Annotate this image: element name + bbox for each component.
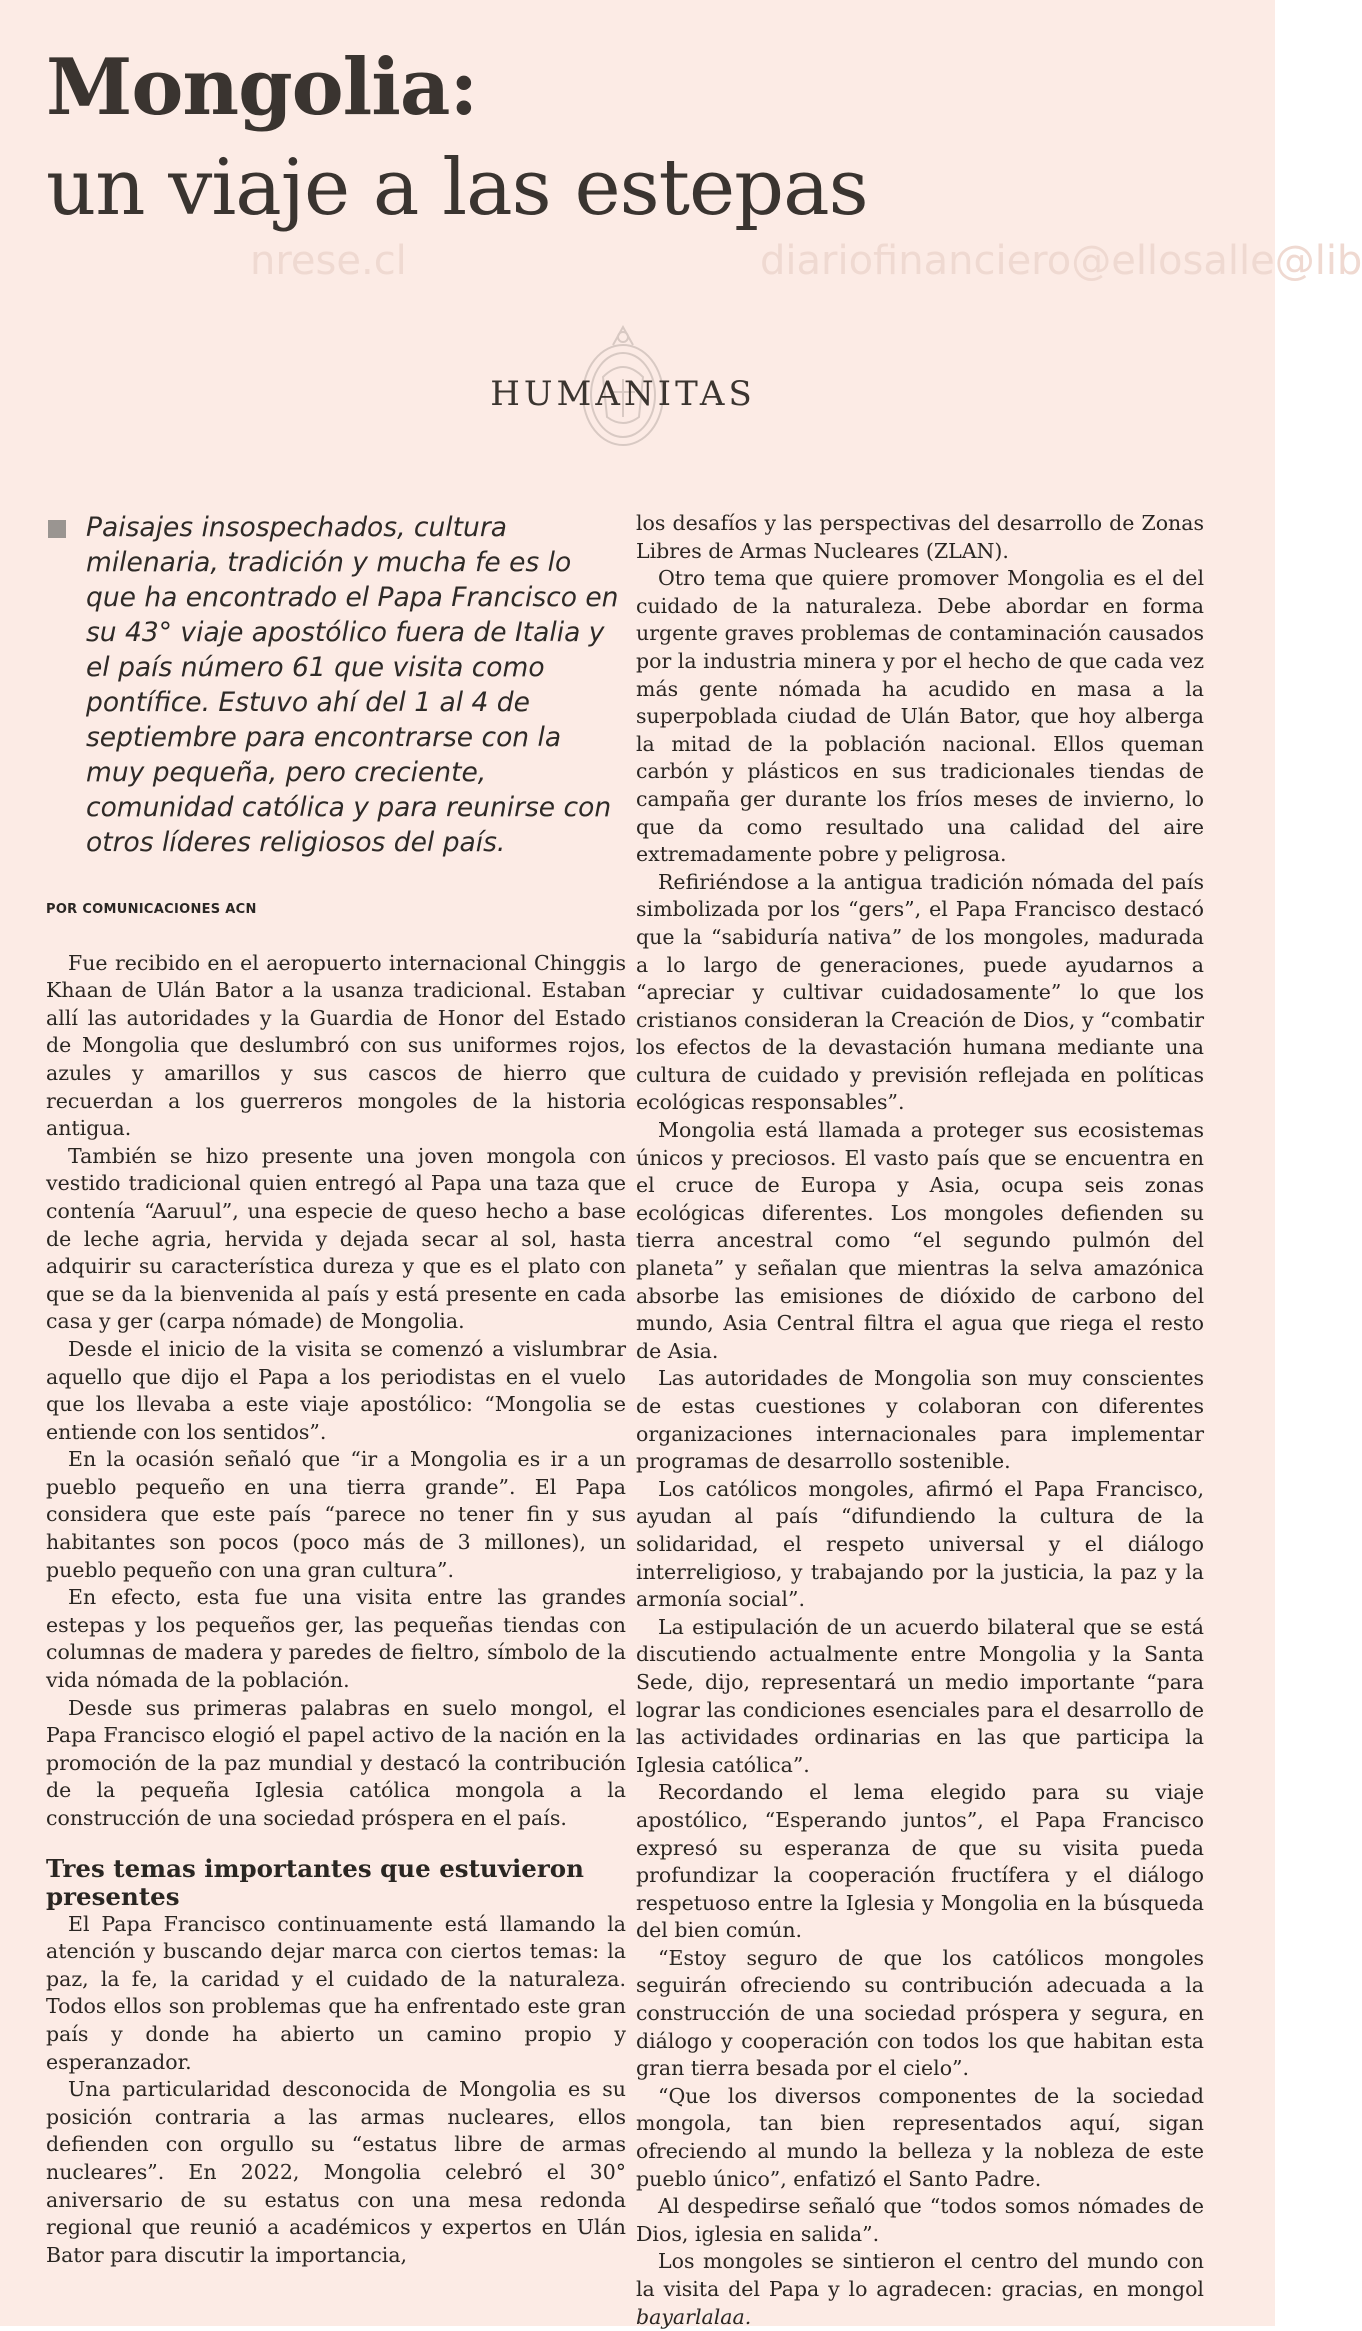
body-paragraph: Una particularidad desconocida de Mongolia es su posición contraria a las armas nucleares, ellos defienden con orgullo su “estatus libre de armas nucleares”. En 2022, Mongolia celebró el 30° aniversario de su estatus con una mesa redonda regional que reunió a académicos y expertos en Ulán Bator para discutir la importancia, [46, 2077, 626, 2267]
lead-text: Paisajes insospechados, cultura milenaria, tradición y mucha fe es lo que ha encontrado el Papa Francisco en su 43° viaje apostólico fuera de Italia y el país número 61 que visita como pontífice. Estuvo ahí del 1 al 4 de septiembre para encontrarse con la muy pequeña, pero creciente, comunidad católica y para reunirse con otros líderes religiosos del país. [86, 512, 619, 858]
body-paragraph: Fue recibido en el aeropuerto internacional Chinggis Khaan de Ulán Bator a la usanza tradicional. Estaban allí las autoridades y la Guardia de Honor del Estado de Mongolia que deslumbró con sus uniformes rojos, azules y amarillos y sus cascos de hierro que recuerdan a los guerreros mongoles de la historia antigua. [46, 950, 626, 1141]
byline: POR COMUNICACIONES ACN [46, 902, 257, 917]
body-paragraph: Mongolia está llamada a proteger sus ecosistemas únicos y preciosos. El vasto país que se encuentra en el cruce de Europa y Asia, ocupa seis zonas ecológicas diferentes. Los mongoles defienden su tierra ancestral como “el segundo pulmón del planeta” y señalan que mientras la selva amazónica absorbe las emisiones de dióxido de carbono del mundo, Asia Central filtra el agua que riega el resto de Asia. [636, 1118, 1204, 1363]
body-paragraph: También se hizo presente una joven mongola con vestido tradicional quien entregó al Papa una taza que contenía “Aaruul”, una especie de queso hecho a base de leche agria, hervida y dejada secar al sol, hasta adquirir su característica dureza y que es el plato con que se da la bienvenida al país y está presente en cada casa y ger (carpa nómade) de Mongolia. [46, 1143, 626, 1334]
section-brand: HUMANITAS [490, 374, 756, 414]
body-paragraph: En la ocasión señaló que “ir a Mongolia es ir a un pueblo pequeño en una tierra grande”. El Papa considera que este país “parece no tener fin y sus habitantes son pocos (poco más de 3 millones), un pueblo pequeño con una gran cultura”. [46, 1447, 626, 1582]
body-paragraph: Desde sus primeras palabras en suelo mongol, el Papa Francisco elogió el papel activo de la nación en la promoción de la paz mundial y destacó la contribución de la pequeña Iglesia católica mongola a la construcción de una sociedad próspera en el país. [46, 1695, 626, 1830]
headline-line-2: un viaje a las estepas [46, 143, 868, 233]
body-paragraph: “Que los diversos componentes de la sociedad mongola, tan bien representados aquí, sigan ofreciendo al mundo la belleza y la nobleza de este pueblo único”, enfatizó el Santo Padre. [636, 2083, 1204, 2191]
left-column [46, 510, 626, 2269]
section-subheading: Tres temas importantes que estuvieron presentes [46, 1853, 584, 1911]
body-paragraph: Refiriéndose a la antigua tradición nómada del país simbolizada por los “gers”, el Papa Francisco destacó que la “sabiduría nativa” de los mongoles, madurada a lo largo de generaciones, puede ayudarnos a “apreciar y cultivar cuidadosamente” lo que los cristianos consideran la Creación de Dios, y “combatir los efectos de la devastación humana mediante una cultura de cuidado y previsión reflejada en políticas ecológicas responsables”. [636, 869, 1204, 1115]
watermark-right: diariofinanciero@ellosalle@lib [760, 238, 1362, 284]
body-paragraph: Otro tema que quiere promover Mongolia es el del cuidado de la naturaleza. Debe abordar en forma urgente graves problemas de contaminación causados por la industria minera y por el hecho de que cada vez más gente nómada ha acudido en masa a la superpoblada ciudad de Ulán Bator, que hoy alberga la mitad de la población nacional. Ellos queman carbón y plásticos en sus tradicionales tiendas de campaña ger durante los fríos meses de invierno, lo que da como resultado una calidad del aire extremadamente pobre y peligrosa. [636, 566, 1204, 867]
body-paragraph: Las autoridades de Mongolia son muy conscientes de estas cuestiones y colaboran con diferentes organizaciones internacionales para implementar programas de desarrollo sostenible. [636, 1366, 1204, 1474]
watermark-left: nrese.cl [250, 238, 407, 284]
right-column [636, 510, 1204, 2331]
body-paragraph-continued: los desafíos y las perspectivas del desarrollo de Zonas Libres de Armas Nucleares (ZLAN). [636, 511, 1204, 563]
closing-word: bayarlalaa. [636, 2304, 752, 2329]
body-paragraph: Al despedirse señaló que “todos somos nómades de Dios, iglesia en salida”. [636, 2194, 1204, 2246]
body-paragraph: Desde el inicio de la visita se comenzó a vislumbrar aquello que dijo el Papa a los periodistas en el vuelo que los llevaba a este viaje apostólico: “Mongolia se entiende con los sentidos”. [46, 1336, 626, 1444]
body-paragraph: Los católicos mongoles, afirmó el Papa Francisco, ayudan al país “difundiendo la cultura de la solidaridad, el respeto universal y el diálogo interreligioso, y trabajando por la justicia, la paz y la armonía social”. [636, 1476, 1204, 1612]
headline-line-1: Mongolia: [46, 42, 478, 133]
body-paragraph: En efecto, esta fue una visita entre las grandes estepas y los pequeños ger, las pequeñas tiendas con columnas de madera y paredes de fieltro, símbolo de la vida nómada de la población. [46, 1585, 626, 1693]
closing-paragraph [636, 2248, 1204, 2331]
lead-square-icon [48, 520, 66, 538]
lead-paragraph [46, 510, 626, 860]
body-paragraph: “Estoy seguro de que los católicos mongoles seguirán ofreciendo su contribución adecuada a la construcción de una sociedad próspera y segura, en diálogo y cooperación con todos los que habitan esta gran tierra besada por el cielo”. [636, 1945, 1204, 2081]
body-paragraph: La estipulación de un acuerdo bilateral que se está discutiendo actualmente entre Mongolia y la Santa Sede, dijo, representará un medio importante “para lograr las condiciones esenciales para el desarrollo de las actividades ordinarias en las que participa la Iglesia católica”. [636, 1614, 1204, 1777]
body-paragraph: Recordando el lema elegido para su viaje apostólico, “Esperando juntos”, el Papa Francisco expresó su esperanza de que su visita pueda profundizar la cooperación fructífera y el diálogo respetuoso entre la Iglesia y Mongolia en la búsqueda del bien común. [636, 1780, 1204, 1943]
closing-text: Los mongoles se sintieron el centro del mundo con la visita del Papa y lo agradecen: gracias, en mongol [636, 2249, 1204, 2301]
body-paragraph: El Papa Francisco continuamente está llamando la atención y buscando dejar marca con ciertos temas: la paz, la fe, la caridad y el cuidado de la naturaleza. Todos ellos son problemas que ha enfrentado este gran país y donde ha abierto un camino propio y esperanzador. [46, 1911, 626, 2074]
